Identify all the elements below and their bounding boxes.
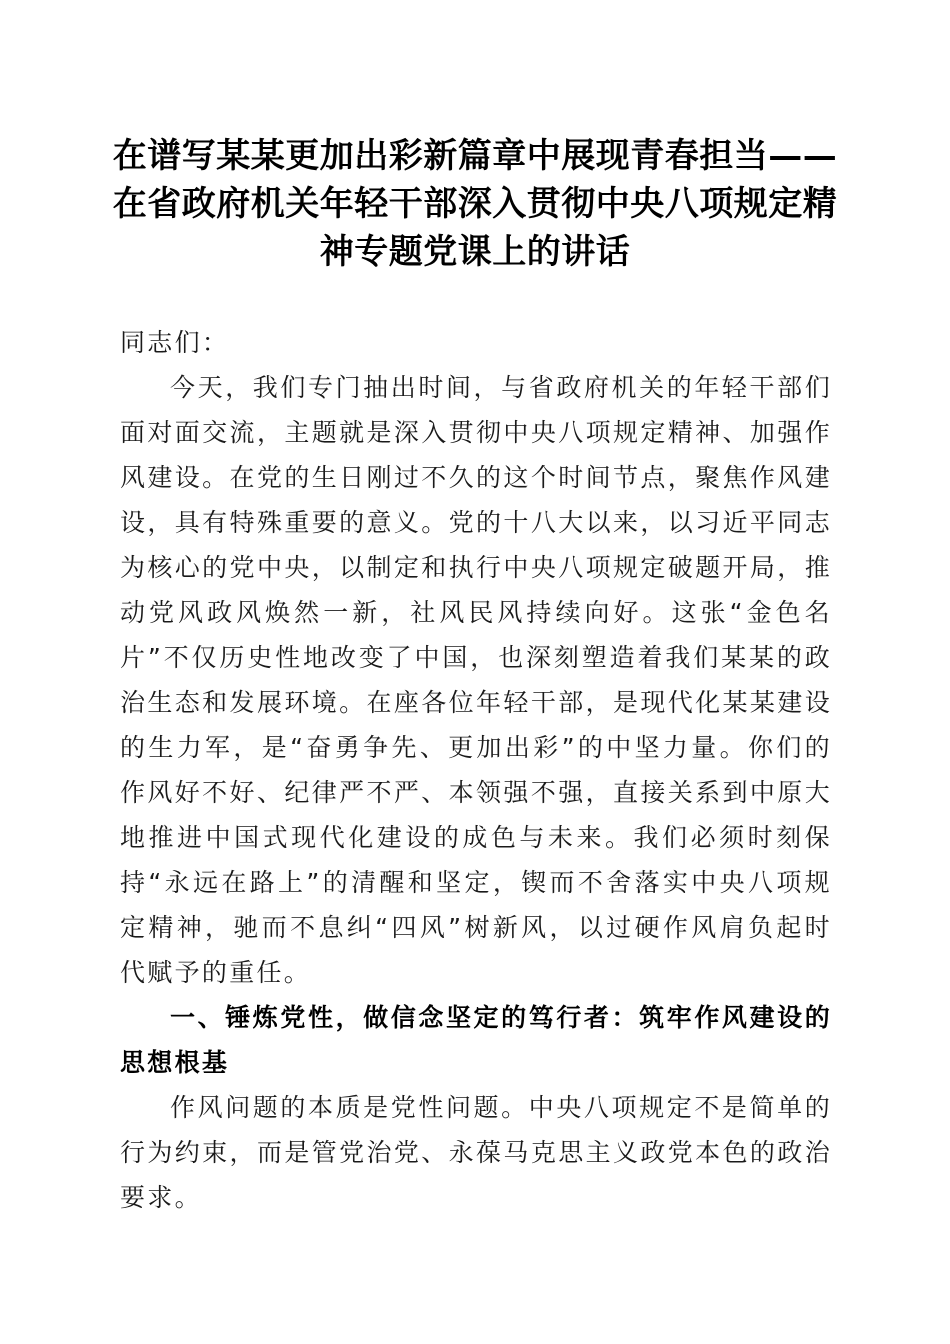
document-body bbox=[120, 320, 832, 1220]
intro-paragraph: 今天，我们专门抽出时间，与省政府机关的年轻干部们面对面交流，主题就是深入贯彻中央八项规定精神、加强作风建设。在党的生日刚过不久的这个时间节点，聚焦作风建设，具有特殊重要的意义。党的十八大以来，以习近平同志为核心的党中央，以制定和执行中央八项规定破题开局，推动党风政风焕然一新，社风民风持续向好。这张“金色名片”不仅历史性地改变了中国，也深刻塑造着我们某某的政治生态和发展环境。在座各位年轻干部，是现代化某某建设的生力军，是“奋勇争先、更加出彩”的中坚力量。你们的作风好不好、纪律严不严、本领强不强，直接关系到中原大地推进中国式现代化建设的成色与未来。我们必须时刻保持“永远在路上”的清醒和坚定，锲而不舍落实中央八项规定精神，驰而不息纠“四风”树新风，以过硬作风肩负起时代赋予的重任。 bbox=[120, 373, 832, 987]
section-heading-1: 一、锤炼党性，做信念坚定的笃行者：筑牢作风建设的思想根基 bbox=[120, 1003, 832, 1077]
salutation: 同志们： bbox=[120, 328, 230, 357]
document-title: 在谱写某某更加出彩新篇章中展现青春担当——在省政府机关年轻干部深入贯彻中央八项规定精神专题党课上的讲话 bbox=[112, 136, 838, 272]
section-paragraph-1: 作风问题的本质是党性问题。中央八项规定不是简单的行为约束，而是管党治党、永葆马克思主义政党本色的政治要求。 bbox=[120, 1093, 832, 1212]
